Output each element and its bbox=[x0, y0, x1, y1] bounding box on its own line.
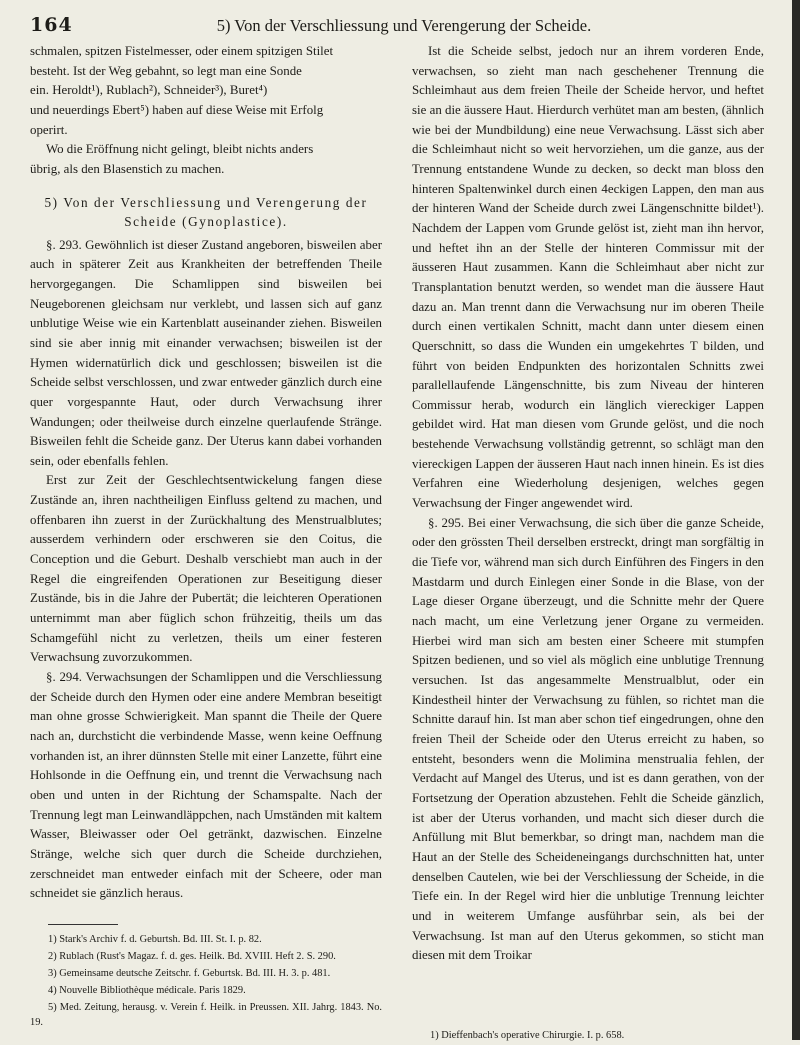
page-number: 164 bbox=[30, 14, 73, 36]
intro-line: Wo die Eröffnung nicht gelingt, bleibt nichts anders bbox=[46, 142, 314, 157]
footnote: 4) Nouvelle Bibliothèque médicale. Paris 1829. bbox=[48, 984, 246, 996]
intro-line: besteht. Ist der Weg gebahnt, so legt man eine Sonde bbox=[30, 63, 302, 78]
intro-line: schmalen, spitzen Fistelmesser, oder einem spitzigen Stilet bbox=[30, 44, 334, 58]
footnote-spacer bbox=[412, 966, 764, 1028]
section-heading-line: Scheide (Gynoplastice). bbox=[124, 213, 288, 229]
intro-line: übrig, als den Blasenstich zu machen. bbox=[30, 161, 225, 176]
footnote: 3) Gemeinsame deutsche Zeitschr. f. Geburtsk. Bd. III. H. 3. p. 481. bbox=[48, 967, 331, 979]
footnote: 5) Med. Zeitung, herausg. v. Verein f. Heilk. in Preussen. XII. Jahrg. 1843. No. 19. bbox=[30, 1001, 382, 1029]
left-column bbox=[30, 42, 382, 1032]
intro-line: ein. Heroldt¹), Rublach²), Schneider³), Buret⁴) bbox=[30, 83, 268, 98]
intro-line: operirt. bbox=[30, 122, 68, 137]
section-heading bbox=[30, 193, 382, 231]
paragraph-293-continued: Erst zur Zeit der Geschlechtsentwickelung fangen diese Zustände an, ihren nachtheiligen Einfluss geltend zu machen, und offenbaren ihn zuerst in der Zurückhaltung des Menstrualblutes; ausserdem verhindern oder erschweren sie den Coitus, die Conception und die Geburt. Deshalb verschiebt man auch in der Regel die eingreifenden Operationen zur Beseitigung dieser Zustände, bis in die Jahre der Pubertät; die leichteren Operationen unternimmt man aber füglich schon frühzeitig, theils um das Schamgefühl nicht zu verletzen, theils um einer festeren Verwachsung zuvorzukommen. bbox=[30, 473, 382, 665]
running-head: 5) Von der Verschliessung und Verengerung der Scheide. bbox=[216, 16, 592, 35]
intro-line: und neuerdings Ebert⁵) haben auf diese Weise mit Erfolg bbox=[30, 102, 324, 117]
footnotes-right bbox=[412, 1028, 764, 1044]
footnote-divider bbox=[48, 924, 118, 925]
paragraph-295: §. 295. Bei einer Verwachsung, die sich über die ganze Scheide, oder den grössten Theil derselben erstreckt, dringt man sorgfältig in die Tiefe vor, während man sich durch Einführen des Fingers in den Mastdarm und durch Einlegen einer Sonde in die Blase, von der Lage dieser Organe überzeugt, und die Schnitte mehr der Quere nach macht, um eine Verletzung jener Organe zu vermeiden. Hierbei wird man sich am besten einer Scheere mit stumpfen Spitzen bedienen, und so viel als möglich eine unblutige Trennung versuchen. Ist das angesammelte Menstrualblut, oder ein Kindestheil hinter der Verwachsung zu fühlen, so richtet man die Schnitte darauf hin. Ist man aber schon tief eingedrungen, ohne den freien Theil der Scheide oder den Uterus erreicht zu haben, so entsteht, besonders wenn die Molimina menstrualia fehlen, der Verdacht auf Mangel des Uterus, und ist es dann gerathen, von der Fortsetzung der Operation abzustehen. Fehlt die Scheide gänzlich, ist aber der Uterus vorhanden, und macht sich dieser durch die Anfüllung mit Blut bemerkbar, so dringt man, nachdem man die Haut an der Stelle des Scheideneingangs durchschnitten hat, unter denselben Cautelen, wie bei der Verschliessung der Scheide, in die Tiefe ein. In der Regel wird hier die unblutige Trennung leichter und in weiterem Umfange ausführbar sein, als bei der Verwachsung. Ist man auf den Uterus gekommen, so sticht man diesen mit dem Troikar bbox=[412, 515, 764, 963]
footnote: 2) Rublach (Rust's Magaz. f. d. ges. Heilk. Bd. XVIII. Heft 2. S. 290. bbox=[48, 950, 336, 962]
paragraph-continued: Ist die Scheide selbst, jedoch nur an ihrem vorderen Ende, verwachsen, so zieht man nach geschehener Trennung die Schleimhaut aus dem freien Theile der Scheide hervor, und heftet sie an die äussere Haut. Hierdurch verhütet man am besten, (ähnlich wie bei der Mundbildung) eine neue Verwachsung. Lässt sich aber die Schleimhaut nicht so weit hervorziehen, um die ganze, aus der Trennung entstandene Wunde zu decken, so deckt man bloss den hinteren Spaltenwinkel durch einen 4eckigen Lappen, den man aus der hinteren Wand der Scheide durch zwei Längenschnitte bildet¹). Nachdem der Lappen vom Grunde gelöst ist, zieht man ihn hervor, und heftet ihn an der Stelle der hinteren Commissur mit der äusseren Haut zusammen. Kann die Schleimhaut aber nicht zur Transplantation benutzt werden, so wendet man die äussere Haut dazu an. Man trennt dann die Verwachsung nur im oberen Theile durch einen vertikalen Schnitt, macht dann unter diesem einen Querschnitt, so dass die Wunden ein umgekehrtes T bilden, und führt von beiden Endpunkten des horizontalen Schnitts zwei parallellaufende Längenschnitte, bis zum Niveau der hinteren Commissur herab, wodurch ein länglich viereckiger Lappen gebildet wird. Hat man diesen vom Grunde gelöst, und die noch bestehende Verwachsung vollständig getrennt, so schlägt man den viereckigen Lappen der äusseren Haut nach innen hinein. Es ist dies Verfahren eine Wiederholung desjenigen, welches gegen Verwachsung der Finger angewendet wird. bbox=[412, 44, 764, 511]
footnotes-left bbox=[30, 932, 382, 1031]
page-header bbox=[30, 14, 778, 40]
page-edge-shadow bbox=[792, 0, 800, 1040]
footnote: 1) Stark's Archiv f. d. Geburtsh. Bd. III. St. I. p. 82. bbox=[48, 933, 262, 945]
section-heading-line: 5) Von der Verschliessung und Verengerung der bbox=[44, 194, 368, 210]
footnote: 1) Dieffenbach's operative Chirurgie. I. p. 658. bbox=[430, 1029, 625, 1041]
paragraph-293: §. 293. Gewöhnlich ist dieser Zustand angeboren, bisweilen aber auch in späterer Zeit aus Krankheiten der betreffenden Theile hervorgegangen. Die Schamlippen sind bisweilen bei Neugeborenen gleichsam nur verklebt, und lassen sich auf ganz unblutige Weise wie ein Kartenblatt auseinander ziehen. Bisweilen sind sie aber innig mit einander verwachsen; bisweilen ist der Hymen widernatürlich dick und geschlossen; bisweilen ist die Scheide selbst verschlossen, und zwar entweder gänzlich durch eine quer vorgespannte Haut, oder durch Verwachsung ihrer Wandungen; oder theilweise durch einzelne querlaufende Stränge. Bisweilen fehlt die Scheide ganz. Der Uterus kann dabei vorhanden sein, oder ebenfalls fehlen. bbox=[30, 237, 382, 468]
right-column bbox=[412, 42, 764, 1045]
paragraph-294: §. 294. Verwachsungen der Schamlippen und die Verschliessung der Scheide durch den Hymen oder eine andere Membran beseitigt man ohne grosse Schwierigkeit. Man spannt die Theile der Quere nach an, durchsticht die verbindende Masse, wenn keine Oeffnung vorhanden ist, an ihrer dünnsten Stelle mit einer Lanzette, führt eine Hohlsonde in die Oeffnung ein, und trennt die Verwachsung nach oben und unten in der Richtung der Schamspalte. Nach der Trennung legt man Leinwandläppchen, nach Umständen mit kaltem Wasser, Bleiwasser oder Oel getränkt, dazwischen. Einzelne Stränge, welche sich quer durch die Scheide durchziehen, zerschneidet man entweder einfach mit der Scheere, oder man schneidet sie gänzlich heraus. bbox=[30, 670, 382, 901]
